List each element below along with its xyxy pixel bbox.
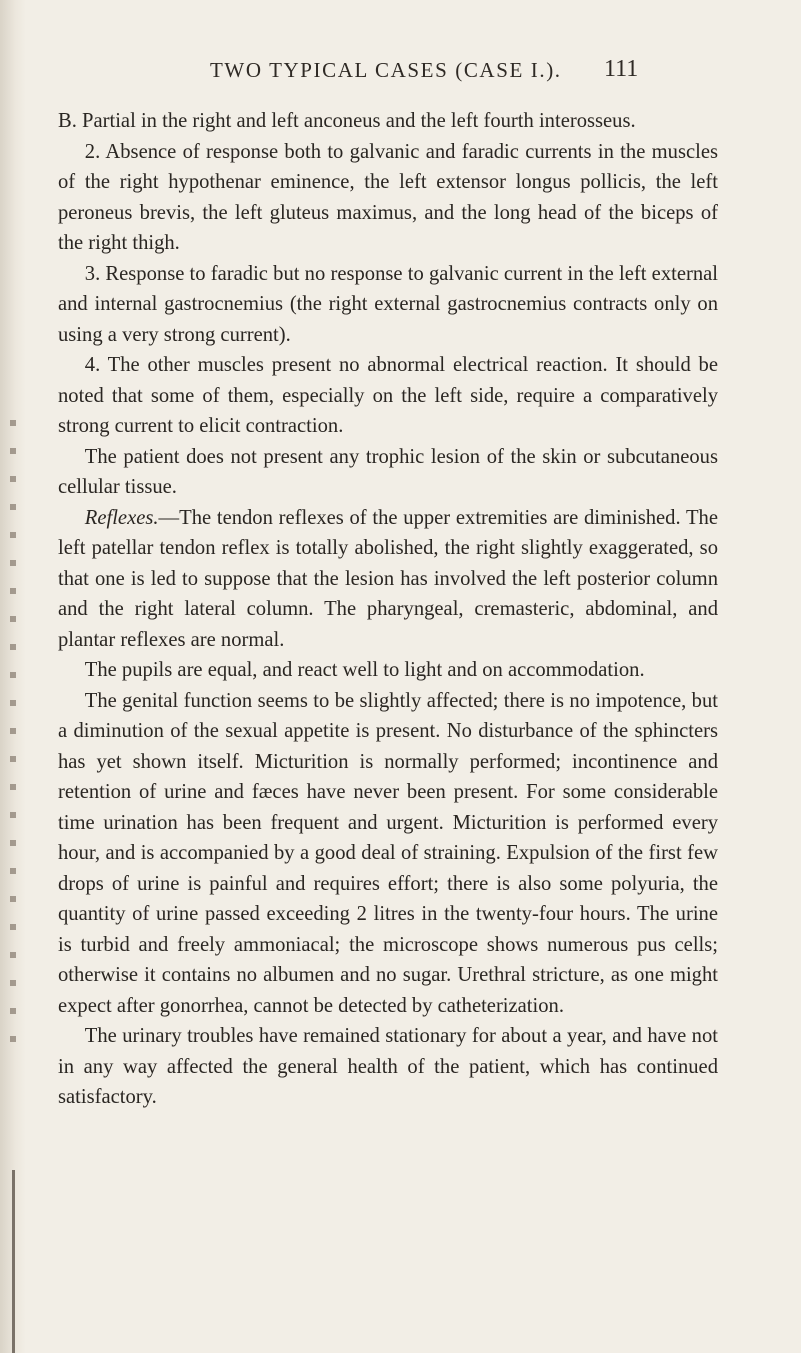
paragraph-genital-function: The genital function seems to be slightly affected; there is no impotence, but a diminution of the sexual appetite is present. No disturbance of the sphincters has yet shown itself. Micturition is normally performed; incontinence and retention of urine and fæces have never been present. For some considerable time urination has been frequent and urgent. Micturition is performed every hour, and is accompanied by a good deal of straining. Expulsion of the first few drops of urine is painful and requires effort; there is also some polyuria, the quantity of urine passed exceeding 2 litres in the twenty-four hours. The urine is turbid and freely ammoniacal; the microscope shows numerous pus cells; otherwise it contains no albumen and no sugar. Urethral stricture, as one might expect after gonorrhea, cannot be detected by catheterization.	[58, 689, 718, 1017]
paragraph-absence-of-response: 2. Absence of response both to galvanic and faradic currents in the muscles of the right hypothenar eminence, the left extensor longus pollicis, the left peroneus brevis, the left gluteus maximus, and the long head of the biceps of the right thigh.	[58, 140, 718, 254]
running-head	[120, 58, 720, 88]
paragraph-pupils: The pupils are equal, and react well to light and on accommodation.	[84, 659, 645, 681]
running-head-title: TWO TYPICAL CASES (CASE I.).	[210, 58, 562, 82]
body-text	[58, 106, 718, 1113]
reflexes-text: —The tendon reflexes of the upper extremities are diminished. The left patellar tendon reflex is totally abolished, the right slightly exaggerated, so that one is led to suppose that the lesion has involved the left posterior column and the right lateral column. The pharyngeal, cremasteric, abdominal, and plantar reflexes are normal.	[58, 506, 718, 651]
paragraph-faradic-response: 3. Response to faradic but no response to galvanic current in the left external and internal gastrocnemius (the right external gastrocnemius contracts only on using a very strong current).	[58, 262, 718, 346]
gutter-marks	[10, 420, 16, 1060]
paragraph-trophic-lesion: The patient does not present any trophic lesion of the skin or subcutaneous cellular tissue.	[58, 445, 718, 498]
paragraph-urinary-troubles: The urinary troubles have remained stationary for about a year, and have not in any way affected the general health of the patient, which has continued satisfactory.	[58, 1025, 718, 1108]
page-number: 111	[604, 56, 639, 82]
reflexes-label: Reflexes.	[84, 506, 159, 529]
gutter-line	[12, 1170, 15, 1353]
paragraph-other-muscles: 4. The other muscles present no abnormal electrical reaction. It should be noted that some of them, especially on the left side, require a comparatively strong current to elicit contraction.	[58, 354, 718, 437]
paragraph-partial-response: B. Partial in the right and left anconeus and the left fourth interosseus.	[58, 110, 636, 132]
paragraph-reflexes	[58, 503, 718, 656]
